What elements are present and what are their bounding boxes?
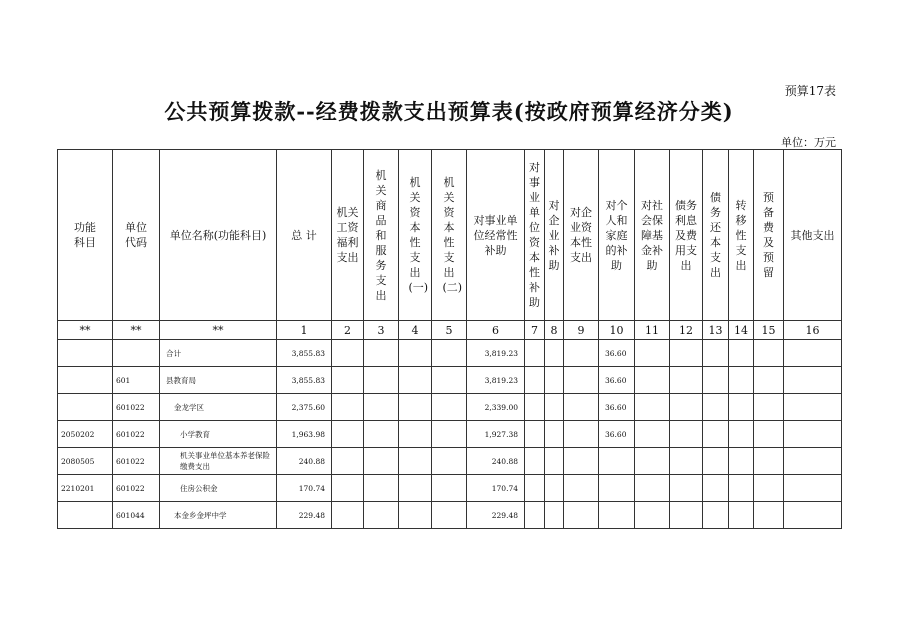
unit-name-cell: 县教育局 [160,367,277,394]
func-code-cell [58,367,113,394]
index-cell: 4 [399,321,432,340]
header-col-4: 机关资本性支出(一) [399,150,432,321]
index-cell: 2 [332,321,364,340]
table-row [58,448,842,475]
index-cell: 3 [364,321,399,340]
unit-code-cell: 601044 [113,502,160,529]
header-col-5: 机关资本性支出(二) [432,150,467,321]
header-unit-name: 单位名称(功能科目) [160,150,277,321]
index-cell: 14 [729,321,754,340]
func-code-cell [58,340,113,367]
table-row [58,475,842,502]
header-col-6: 对事业单位经常性补助 [467,150,525,321]
col6-cell: 240.88 [467,448,525,475]
index-row [58,321,842,340]
index-cell: 8 [545,321,564,340]
header-col-8: 对企业补助 [545,150,564,321]
header-col-12: 债务利息及费用支出 [670,150,703,321]
index-cell: ** [58,321,113,340]
header-col-7: 对事业单位资本性补助 [525,150,545,321]
page-title: 公共预算拨款--经费拨款支出预算表(按政府预算经济分类) [164,99,734,124]
col6-cell: 1,927.38 [467,421,525,448]
unit-name-cell: 小学教育 [160,421,277,448]
header-col-10: 对个人和家庭的补助 [599,150,635,321]
unit-code-cell: 601022 [113,475,160,502]
header-col-16: 其他支出 [784,150,842,321]
col6-cell: 229.48 [467,502,525,529]
unit-code-cell: 601022 [113,394,160,421]
header-col-14: 转移性支出 [729,150,754,321]
col10-cell [599,448,635,475]
total-cell: 170.74 [277,475,332,502]
header-col-13: 债务还本支出 [703,150,729,321]
total-cell: 1,963.98 [277,421,332,448]
unit-name-cell: 本金乡金坪中学 [160,502,277,529]
unit-label: 单位：万元 [781,136,836,149]
unit-name-cell: 住房公积金 [160,475,277,502]
index-cell: 16 [784,321,842,340]
total-cell: 3,855.83 [277,340,332,367]
header-col-3: 机关商品和服务支出 [364,150,399,321]
index-cell: 15 [754,321,784,340]
table-row [58,421,842,448]
header-total: 总 计 [277,150,332,321]
total-cell: 3,855.83 [277,367,332,394]
unit-name-cell: 金龙学区 [160,394,277,421]
index-cell: ** [113,321,160,340]
index-cell: 10 [599,321,635,340]
index-cell: 13 [703,321,729,340]
unit-code-cell: 601 [113,367,160,394]
table-row [58,340,842,367]
col6-cell: 3,819.23 [467,367,525,394]
unit-code-cell: 601022 [113,421,160,448]
func-code-cell: 2080505 [58,448,113,475]
col10-cell [599,502,635,529]
col10-cell: 36.60 [599,421,635,448]
form-number: 预算17表 [784,84,836,98]
header-func-code: 功能科目 [58,150,113,321]
func-code-cell [58,394,113,421]
func-code-cell [58,502,113,529]
unit-code-cell [113,340,160,367]
col10-cell: 36.60 [599,340,635,367]
unit-name-cell: 合计 [160,340,277,367]
total-cell: 240.88 [277,448,332,475]
header-col-2: 机关工资福利支出 [332,150,364,321]
table-row [58,394,842,421]
index-cell: 9 [564,321,599,340]
header-col-9: 对企业资本性支出 [564,150,599,321]
index-cell: 7 [525,321,545,340]
total-cell: 2,375.60 [277,394,332,421]
budget-table [57,149,842,529]
header-col-11: 对社会保障基金补助 [635,150,670,321]
col10-cell: 36.60 [599,367,635,394]
col10-cell [599,475,635,502]
index-cell: 1 [277,321,332,340]
unit-code-cell: 601022 [113,448,160,475]
func-code-cell: 2050202 [58,421,113,448]
table-row [58,367,842,394]
header-unit-code: 单位代码 [113,150,160,321]
index-cell: 12 [670,321,703,340]
index-cell: 11 [635,321,670,340]
col6-cell: 170.74 [467,475,525,502]
header-row [58,150,842,321]
col6-cell: 2,339.00 [467,394,525,421]
total-cell: 229.48 [277,502,332,529]
index-cell: 6 [467,321,525,340]
func-code-cell: 2210201 [58,475,113,502]
index-cell: 5 [432,321,467,340]
header-col-15: 预备费及预留 [754,150,784,321]
unit-name-cell: 机关事业单位基本养老保险缴费支出 [160,448,277,475]
col6-cell: 3,819.23 [467,340,525,367]
table-row [58,502,842,529]
index-cell: ** [160,321,277,340]
col10-cell: 36.60 [599,394,635,421]
